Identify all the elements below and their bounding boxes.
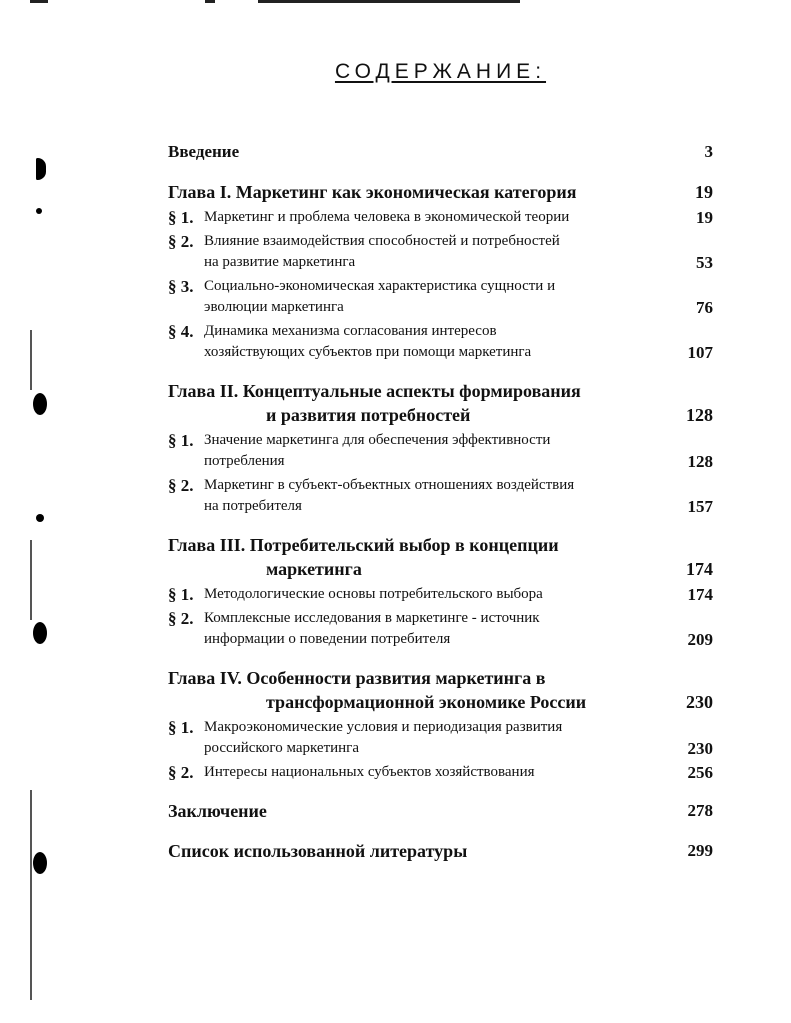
chapter-title-cont: трансформационной экономике России xyxy=(266,692,587,712)
section-number: § 4. xyxy=(168,322,194,341)
chapter-title-cont: маркетинга xyxy=(266,559,362,579)
toc-section xyxy=(168,231,713,273)
chapter-page: 19 xyxy=(695,182,713,202)
section-title-cont: на потребителя xyxy=(204,498,302,514)
chapter-heading xyxy=(168,379,713,403)
chapter-heading-cont xyxy=(168,403,713,427)
section-number: § 2. xyxy=(168,476,194,495)
section-number: § 2. xyxy=(168,609,194,628)
chapter-page: 128 xyxy=(686,405,713,425)
toc-section xyxy=(168,762,713,783)
punch-hole xyxy=(33,852,47,874)
chapter-heading xyxy=(168,666,713,690)
section-page: 209 xyxy=(687,630,713,649)
section-title: Методологические основы потребительского выбора xyxy=(204,586,543,602)
section-number: § 3. xyxy=(168,277,194,296)
scan-edge xyxy=(30,540,32,620)
scan-mark xyxy=(258,0,520,3)
toc-intro-label: Введение xyxy=(168,142,240,161)
toc-chapter xyxy=(168,180,713,363)
section-page: 174 xyxy=(687,585,713,604)
toc-section xyxy=(168,475,713,517)
chapter-title: Глава IV. Особенности развития маркетинга в xyxy=(168,668,546,688)
section-title: Макроэкономические условия и периодизация развития xyxy=(204,719,563,735)
toc-conclusion xyxy=(168,799,713,823)
toc-section xyxy=(168,608,713,650)
section-number: § 1. xyxy=(168,718,194,737)
punch-hole xyxy=(36,208,42,214)
section-title-cont: информации о поведении потребителя xyxy=(204,631,451,647)
toc-conclusion-label: Заключение xyxy=(168,801,267,821)
section-title: Маркетинг в субъект-объектных отношениях воздействия xyxy=(204,477,575,493)
section-title-cont: на развитие маркетинга xyxy=(204,254,356,270)
toc-section xyxy=(168,717,713,759)
section-page: 107 xyxy=(687,343,713,362)
section-page: 53 xyxy=(696,253,713,272)
section-title-cont: эволюции маркетинга xyxy=(204,299,344,315)
toc-intro xyxy=(168,140,713,164)
chapter-heading xyxy=(168,180,713,204)
section-title-cont: хозяйствующих субъектов при помощи маркетинга xyxy=(204,344,532,360)
punch-hole xyxy=(33,393,47,415)
section-title: Социально-экономическая характеристика сущности и xyxy=(204,278,556,294)
punch-hole xyxy=(33,622,47,644)
punch-hole xyxy=(36,158,46,180)
toc-section xyxy=(168,321,713,363)
scan-mark xyxy=(205,0,215,3)
chapter-title: Глава III. Потребительский выбор в концепции xyxy=(168,535,559,555)
table-of-contents xyxy=(168,140,713,879)
scan-edge xyxy=(30,790,32,1000)
toc-chapter xyxy=(168,666,713,783)
section-page: 76 xyxy=(696,298,713,317)
toc-conclusion-page: 278 xyxy=(687,801,713,820)
scan-mark xyxy=(30,0,48,3)
toc-section xyxy=(168,276,713,318)
chapter-page: 174 xyxy=(686,559,713,579)
toc-section xyxy=(168,584,713,605)
section-page: 19 xyxy=(696,208,713,227)
section-title-cont: потребления xyxy=(204,453,285,469)
section-page: 256 xyxy=(687,763,713,782)
section-number: § 2. xyxy=(168,763,194,782)
chapter-title-cont: и развития потребностей xyxy=(266,405,471,425)
toc-references-label: Список использованной литературы xyxy=(168,841,468,861)
toc-section xyxy=(168,430,713,472)
section-number: § 1. xyxy=(168,431,194,450)
chapter-page: 230 xyxy=(686,692,713,712)
toc-chapter xyxy=(168,379,713,517)
section-page: 157 xyxy=(687,497,713,516)
section-page: 230 xyxy=(687,739,713,758)
toc-intro-page: 3 xyxy=(704,142,713,161)
section-title: Интересы национальных субъектов хозяйствования xyxy=(204,764,535,780)
section-title-cont: российского маркетинга xyxy=(204,740,359,756)
toc-chapter xyxy=(168,533,713,650)
punch-hole xyxy=(36,514,44,522)
section-title: Значение маркетинга для обеспечения эффективности xyxy=(204,432,551,448)
page-title: СОДЕРЖАНИЕ: xyxy=(334,60,547,83)
toc-references xyxy=(168,839,713,863)
section-title: Динамика механизма согласования интересов xyxy=(204,323,497,339)
section-title: Влияние взаимодействия способностей и потребностей xyxy=(204,233,560,249)
toc-section xyxy=(168,207,713,228)
section-title: Маркетинг и проблема человека в экономической теории xyxy=(204,209,570,225)
section-page: 128 xyxy=(687,452,713,471)
chapter-title: Глава II. Концептуальные аспекты формирования xyxy=(168,381,581,401)
section-number: § 1. xyxy=(168,585,194,604)
chapter-heading xyxy=(168,533,713,557)
chapter-title: Глава I. Маркетинг как экономическая категория xyxy=(168,182,577,202)
section-title: Комплексные исследования в маркетинге - источник xyxy=(204,610,540,626)
scan-edge xyxy=(30,330,32,390)
chapter-heading-cont xyxy=(168,557,713,581)
toc-references-page: 299 xyxy=(687,841,713,860)
section-number: § 1. xyxy=(168,208,194,227)
chapter-heading-cont xyxy=(168,690,713,714)
section-number: § 2. xyxy=(168,232,194,251)
